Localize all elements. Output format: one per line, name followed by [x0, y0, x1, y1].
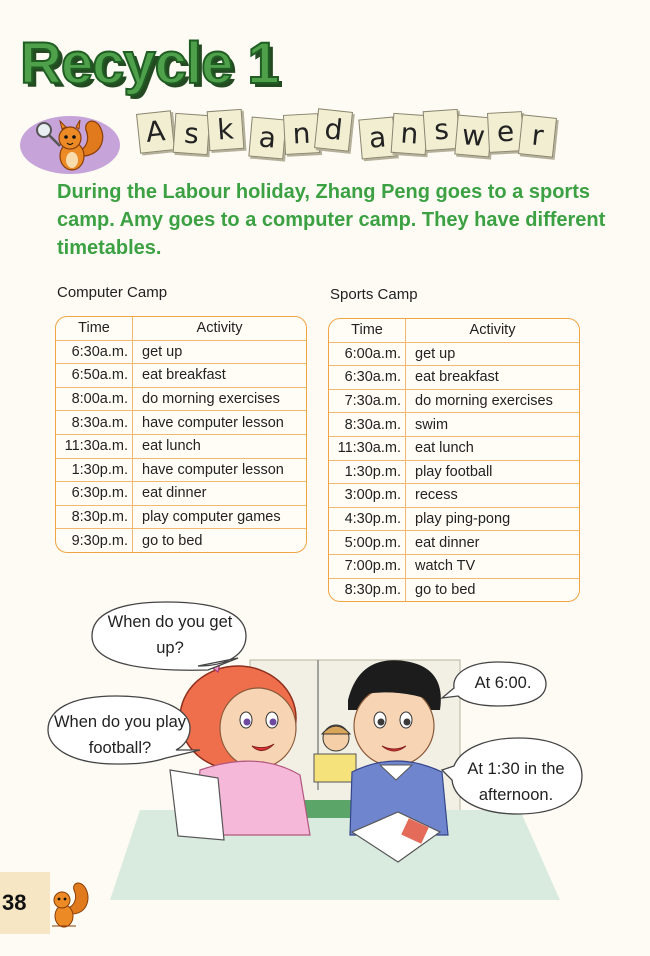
heading-letter-card: d — [314, 108, 353, 151]
time-cell: 6:30a.m. — [56, 340, 133, 364]
activity-header: Activity — [133, 317, 307, 340]
table-row — [329, 389, 579, 413]
bubble-q1-text: When do you get up? — [107, 613, 233, 657]
table-row — [56, 411, 306, 435]
table-row — [329, 413, 579, 437]
activity-cell: eat breakfast — [406, 366, 580, 390]
activity-cell: go to bed — [142, 532, 203, 549]
page-number: 38 — [0, 872, 50, 934]
time-header: Time — [56, 317, 133, 340]
table-row — [329, 366, 579, 390]
activity-cell: play football — [406, 460, 580, 484]
time-cell: 7:00p.m. — [329, 554, 406, 578]
table-header-row — [56, 317, 306, 340]
table-row — [329, 578, 579, 601]
time-cell: 6:30a.m. — [329, 366, 406, 390]
table-row — [56, 387, 306, 411]
time-cell: 3:00p.m. — [329, 484, 406, 508]
activity-cell: do morning exercises — [133, 387, 307, 411]
computer-camp-table — [55, 316, 307, 553]
time-cell: 6:30p.m. — [56, 482, 133, 506]
table-row — [56, 364, 306, 388]
heading-letter-card: a — [358, 117, 396, 160]
time-cell: 6:50a.m. — [56, 364, 133, 388]
time-cell: 8:00a.m. — [56, 387, 133, 411]
table-row — [329, 554, 579, 578]
sports-camp-table — [328, 318, 580, 602]
table-row — [329, 484, 579, 508]
activity-cell: get up — [133, 340, 307, 364]
table-row — [56, 458, 306, 482]
time-cell: 8:30p.m. — [56, 505, 133, 529]
activity-cell: eat lunch — [406, 436, 580, 460]
table-row — [329, 531, 579, 555]
heading-letter-card: e — [487, 111, 524, 153]
table-row — [56, 340, 306, 364]
heading-letter-card: r — [518, 114, 557, 157]
activity-cell: recess — [406, 484, 580, 508]
page-title: Recycle 1 — [20, 31, 279, 96]
activity-cell: get up — [406, 342, 580, 366]
heading-letter-card: k — [207, 109, 245, 151]
table-row — [56, 482, 306, 506]
time-cell: 9:30p.m. — [56, 529, 133, 552]
activity-cell: eat dinner — [133, 482, 307, 506]
table-row — [329, 460, 579, 484]
heading-letter-card: s — [423, 109, 461, 151]
time-cell: 4:30p.m. — [329, 507, 406, 531]
activity-cell: do morning exercises — [406, 389, 580, 413]
table-row — [329, 436, 579, 460]
activity-cell: eat breakfast — [133, 364, 307, 388]
heading-letter-card: n — [391, 113, 429, 155]
activity-cell: have computer lesson — [133, 411, 307, 435]
heading-letter-card: a — [248, 117, 286, 160]
time-cell: 5:00p.m. — [329, 531, 406, 555]
bubble-a2-text: At 1:30 in the afternoon. — [467, 760, 565, 804]
time-cell: 6:00a.m. — [329, 342, 406, 366]
activity-cell: swim — [406, 413, 580, 437]
table-row — [56, 434, 306, 458]
squirrel-badge — [20, 116, 120, 174]
table-row — [329, 342, 579, 366]
sports-camp-caption: Sports Camp — [330, 286, 418, 303]
time-cell: 7:30a.m. — [329, 389, 406, 413]
activity-cell: play ping-pong — [406, 507, 580, 531]
table-row — [56, 529, 306, 552]
heading-letter-card: w — [454, 115, 492, 158]
activity-header: Activity — [406, 319, 580, 342]
activity-cell: eat lunch — [133, 434, 307, 458]
activity-cell: play computer games — [133, 505, 307, 529]
time-cell: 11:30a.m. — [56, 434, 133, 458]
bubble-a1-text: At 6:00. — [474, 674, 532, 692]
computer-camp-caption: Computer Camp — [57, 284, 168, 301]
time-cell: 11:30a.m. — [329, 436, 406, 460]
heading-letter-card: n — [283, 113, 320, 155]
intro-text: During the Labour holiday, Zhang Peng goes to a sports camp. Amy goes to a computer camp. They have different timetables. — [57, 181, 606, 259]
squirrel-icon — [42, 880, 92, 932]
time-cell: 1:30p.m. — [56, 458, 133, 482]
time-cell: 8:30a.m. — [56, 411, 133, 435]
table-row — [56, 505, 306, 529]
activity-cell: eat dinner — [406, 531, 580, 555]
heading-letter-card: s — [173, 113, 211, 155]
heading-letter-card: A — [136, 110, 175, 153]
section-heading — [20, 104, 545, 174]
squirrel-icon — [20, 116, 120, 174]
table-row — [329, 507, 579, 531]
time-header: Time — [329, 319, 406, 342]
time-cell: 1:30p.m. — [329, 460, 406, 484]
activity-cell: have computer lesson — [133, 458, 307, 482]
bubble-q2-text: When do you play football? — [53, 713, 187, 757]
activity-cell: watch TV — [406, 554, 580, 578]
activity-cell: go to bed — [415, 581, 476, 598]
time-cell: 8:30a.m. — [329, 413, 406, 437]
time-cell: 8:30p.m. — [329, 578, 406, 601]
table-header-row — [329, 319, 579, 342]
